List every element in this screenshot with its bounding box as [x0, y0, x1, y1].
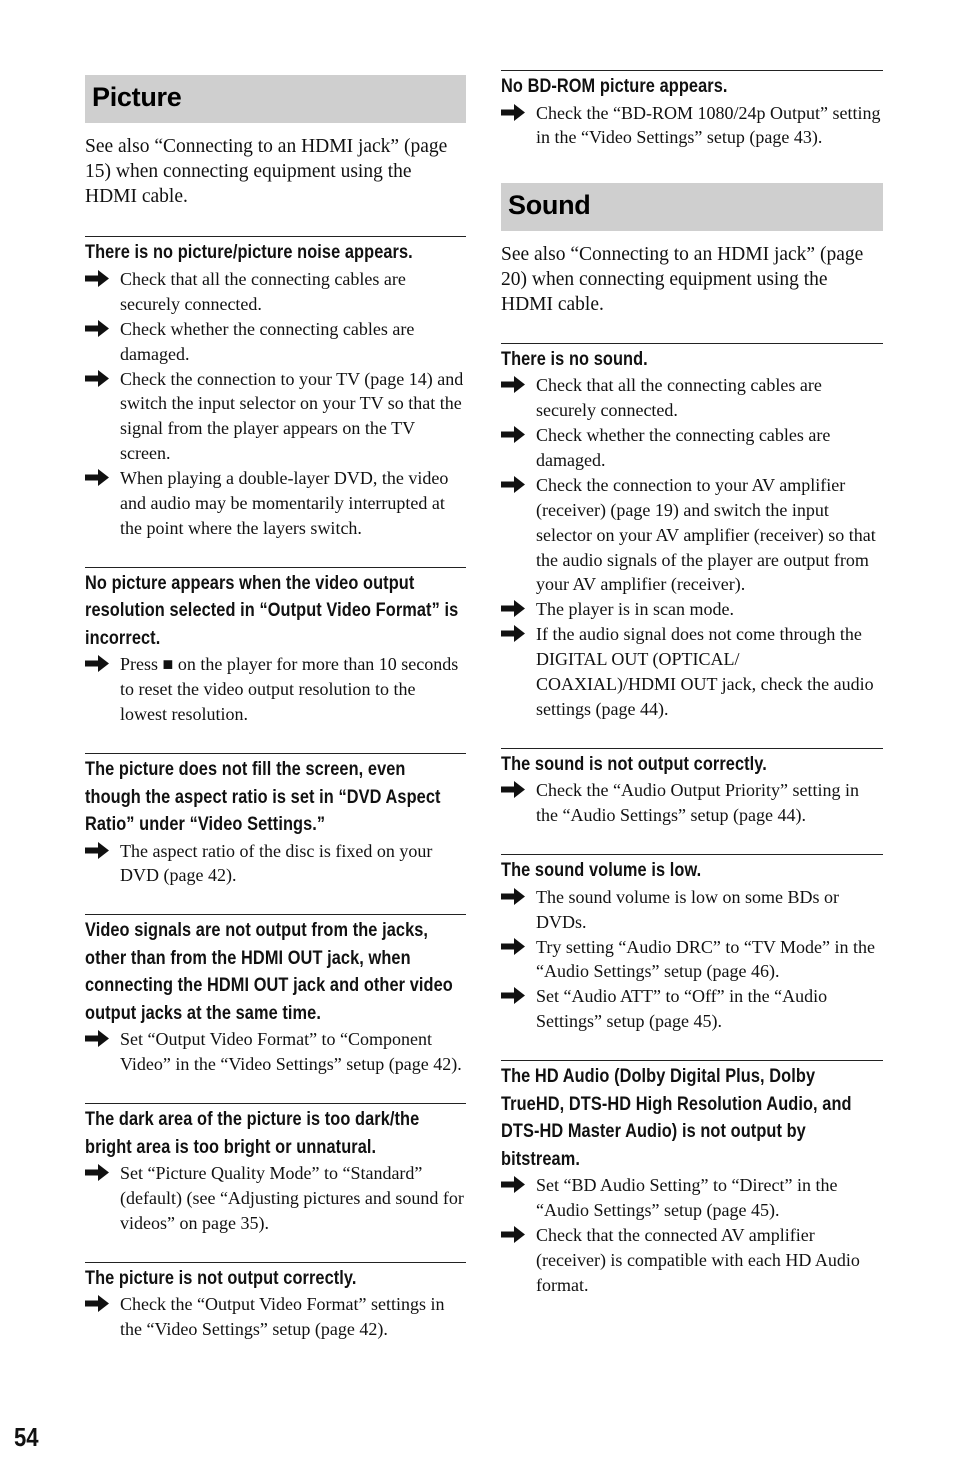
topic-title: The sound is not output correctly.: [501, 753, 767, 775]
bullet-item: [85, 1027, 466, 1077]
bullet-text: Set “Output Video Format” to “Component Video” in the “Video Settings” setup (page 42).: [120, 1029, 462, 1075]
topic-no-picture: [85, 236, 466, 540]
bullet-text: The aspect ratio of the disc is fixed on your DVD (page 42).: [120, 840, 433, 886]
sound-intro: See also “Connecting to an HDMI jack” (page 20) when connecting equipment using the HDMI cable.: [501, 244, 864, 315]
bullet-item: [85, 367, 466, 467]
bullet-text: Check the connection to your AV amplifier (receiver) (page 19) and switch the input selector on your AV amplifier (receiver) so that the audio signals of the player are output from your AV amplifier (receiver).: [536, 474, 876, 595]
bullet-item: [501, 984, 883, 1034]
arrow-right-icon: [85, 1164, 109, 1181]
arrow-right-icon: [85, 320, 109, 337]
arrow-right-icon: [501, 426, 525, 443]
bullet-item: [501, 885, 883, 935]
bullet-text: Check the “Audio Output Priority” setting in the “Audio Settings” setup (page 44).: [536, 780, 859, 826]
bullet-item: [501, 778, 883, 828]
arrow-right-icon: [501, 625, 525, 642]
bullet-text: Check whether the connecting cables are damaged.: [536, 425, 831, 470]
topic-video-signals: [85, 914, 466, 1077]
topic-no-sound: [501, 343, 883, 722]
arrow-right-icon: [501, 987, 525, 1004]
topic-hd-audio-bitstream: [501, 1060, 883, 1298]
topic-no-bdrom-picture: [501, 70, 883, 150]
bullet-text: The player is in scan mode.: [536, 599, 734, 620]
bullet-item: [85, 652, 466, 727]
topic-title: There is no sound.: [501, 348, 648, 370]
bullet-item: [501, 622, 883, 722]
arrow-right-icon: [85, 842, 109, 859]
left-column: [85, 75, 466, 1342]
topic-picture-not-output: [85, 1262, 466, 1342]
bullet-text: The sound volume is low on some BDs or DVDs.: [536, 886, 839, 932]
arrow-right-icon: [501, 1226, 525, 1243]
bullet-text: Check that all the connecting cables are securely connected.: [536, 375, 822, 421]
bullet-text: Check the connection to your TV (page 14) and switch the input selector on your TV so that the signal from the player appears on the TV screen.: [120, 368, 464, 464]
bullet-item: [85, 1292, 466, 1342]
bullet-text: Set “BD Audio Setting” to “Direct” in the “Audio Settings” setup (page 45).: [536, 1175, 838, 1221]
bullet-text: Check the “BD-ROM 1080/24p Output” setting in the “Video Settings” setup (page 43).: [536, 102, 881, 148]
section-header-sound: Sound: [501, 183, 883, 231]
arrow-right-icon: [85, 655, 109, 672]
arrow-right-icon: [501, 888, 525, 905]
bullet-item: [501, 473, 883, 598]
bullet-item: [501, 597, 883, 622]
bullet-text: Press ■ on the player for more than 10 seconds to reset the video output resolution to the lowest resolution.: [120, 654, 459, 725]
topic-sound-volume-low: [501, 854, 883, 1034]
arrow-right-icon: [501, 376, 525, 393]
bullet-text: Check that the connected AV amplifier (receiver) is compatible with each HD Audio format.: [536, 1224, 860, 1295]
bullet-text: Set “Picture Quality Mode” to “Standard” (default) (see “Adjusting pictures and sound for videos” on page 35).: [120, 1163, 464, 1234]
topic-title: The picture does not fill the screen, even though the aspect ratio is set in “DVD Aspect Ratio” under “Video Settings.”: [85, 759, 441, 836]
topic-title: No picture appears when the video output resolution selected in “Output Video Format” is incorrect.: [85, 572, 459, 649]
picture-intro: See also “Connecting to an HDMI jack” (page 15) when connecting equipment using the HDMI cable.: [85, 136, 448, 207]
bullet-item: [85, 267, 466, 317]
arrow-right-icon: [501, 1176, 525, 1193]
arrow-right-icon: [85, 370, 109, 387]
bullet-item: [501, 373, 883, 423]
bullet-item: [501, 935, 883, 985]
bullet-item: [501, 1173, 883, 1223]
right-column: [501, 70, 883, 1298]
arrow-right-icon: [501, 938, 525, 955]
bullet-item: [501, 423, 883, 473]
bullet-item: [85, 466, 466, 541]
bullet-item: [501, 1223, 883, 1298]
bullet-text: When playing a double-layer DVD, the video and audio may be momentarily interrupted at the point where the layers switch.: [120, 468, 449, 538]
bullet-text: Check that all the connecting cables are securely connected.: [120, 268, 406, 314]
topic-title: No BD-ROM picture appears.: [501, 76, 728, 97]
topic-title: The sound volume is low.: [501, 860, 702, 882]
topic-title: Video signals are not output from the jacks, other than from the HDMI OUT jack, when connecting the HDMI OUT jack and other video output jacks at the same time.: [85, 920, 453, 1024]
bullet-item: [85, 839, 466, 889]
bullet-item: [85, 317, 466, 367]
arrow-right-icon: [501, 781, 525, 798]
topic-incorrect-resolution: [85, 567, 466, 727]
bullet-text: If the audio signal does not come through the DIGITAL OUT (OPTICAL/ COAXIAL)/HDMI OUT jack, check the audio settings (page 44).: [536, 624, 874, 719]
arrow-right-icon: [501, 600, 525, 617]
topic-title: The dark area of the picture is too dark/the bright area is too bright or unnatural.: [85, 1109, 420, 1158]
bullet-item: [85, 1161, 466, 1236]
arrow-right-icon: [85, 270, 109, 287]
topic-title: The HD Audio (Dolby Digital Plus, Dolby TrueHD, DTS-HD High Resolution Audio, and DTS-HD Master Audio) is not output by bitstream.: [501, 1066, 852, 1170]
bullet-text: Check whether the connecting cables are damaged.: [120, 318, 415, 364]
page-number: 54: [14, 1422, 39, 1452]
section-header-picture: Picture: [85, 75, 466, 123]
topic-title: The picture is not output correctly.: [85, 1267, 357, 1289]
bullet-item: [501, 101, 883, 151]
bullet-text: Try setting “Audio DRC” to “TV Mode” in the “Audio Settings” setup (page 46).: [536, 936, 875, 982]
bullet-text: Check the “Output Video Format” settings in the “Video Settings” setup (page 42).: [120, 1294, 445, 1340]
arrow-right-icon: [501, 104, 525, 121]
topic-dark-area: [85, 1103, 466, 1236]
topic-sound-not-output: [501, 748, 883, 828]
topic-aspect-ratio: [85, 753, 466, 888]
arrow-right-icon: [85, 469, 109, 486]
bullet-text: Set “Audio ATT” to “Off” in the “Audio Settings” setup (page 45).: [536, 986, 828, 1032]
topic-title: There is no picture/picture noise appears.: [85, 242, 413, 264]
arrow-right-icon: [85, 1295, 109, 1312]
arrow-right-icon: [85, 1030, 109, 1047]
arrow-right-icon: [501, 476, 525, 493]
